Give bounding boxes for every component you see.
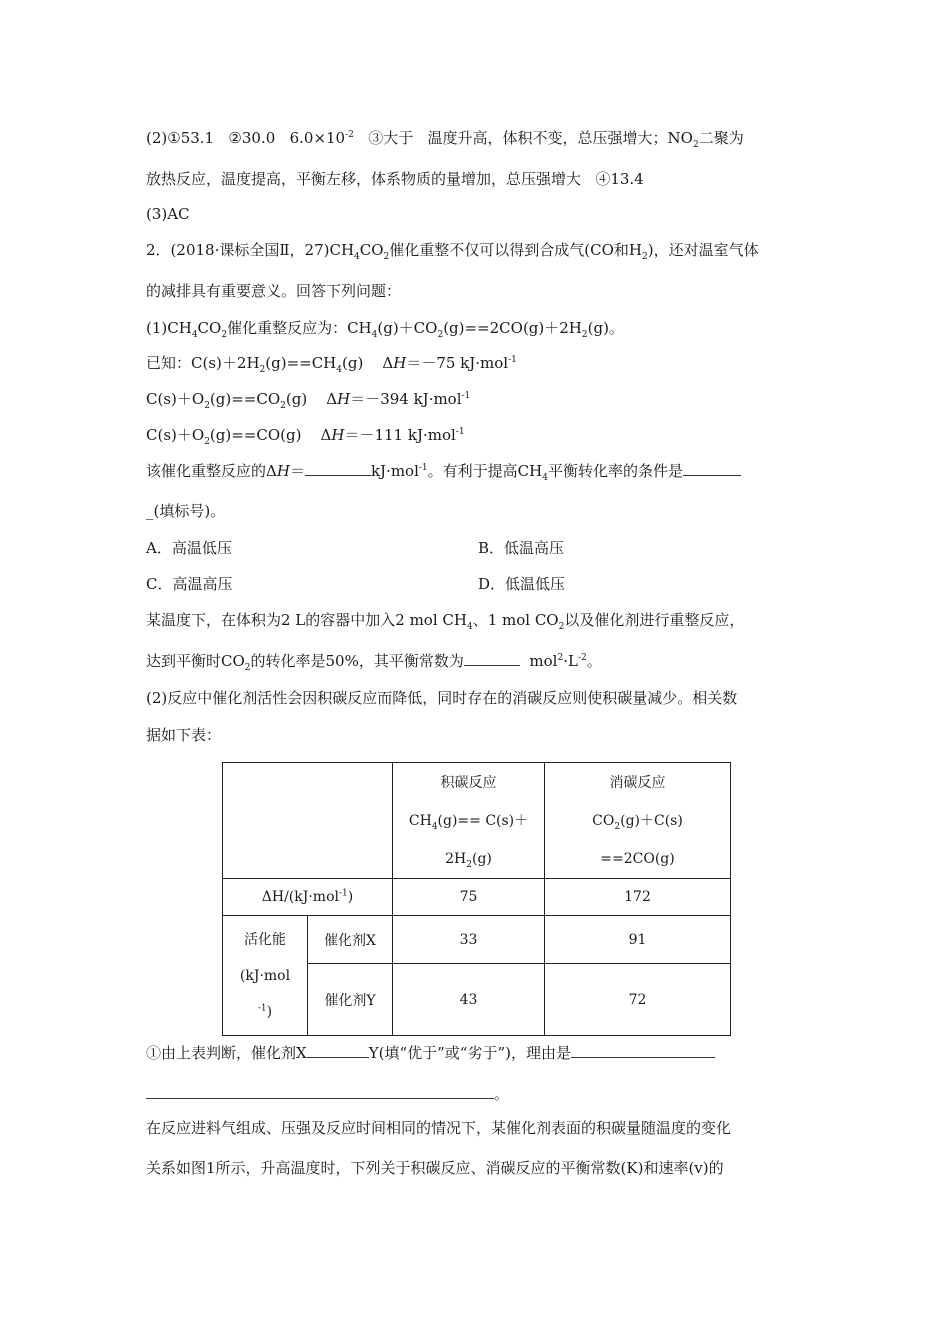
question-header-line-2: 的减排具有重要意义。回答下列问题： xyxy=(146,282,402,300)
options-row-2 xyxy=(146,574,806,594)
answer-part-2-line-2: 放热反应，温度提高，平衡左移，体系物质的量增加，总压强增大 ④13.4 xyxy=(146,170,644,188)
table-cell-y-elimination: 72 xyxy=(545,964,731,1036)
equilibrium-paragraph-1: 某温度下，在体积为2 L的容器中加入2 mol $CH_4$、1 mol $CO_2$以及催化剂进行重整反应， xyxy=(146,611,745,632)
sub-question-1-reaction: $(1)CH_4CO_2$催化重整反应为：$CH_4(g)+CO_2(g)==2CO(g)+2H_2(g)$。 xyxy=(146,319,624,340)
option-b: B．低温高压 xyxy=(478,539,565,557)
reason-blank-1[interactable] xyxy=(571,1043,715,1058)
known-equation-1: 已知：$C(s)+2H_2(g)==CH_4(g)$ ΔH＝－75 kJ·mol$^{-1}$ xyxy=(146,354,517,375)
table-row-enthalpy-label: ΔH/(kJ·mol$^{-1}$) xyxy=(223,879,393,916)
table-corner-cell xyxy=(223,763,393,879)
question-header: 2．(2018·课标全国Ⅱ，$27)CH_4CO_2$催化重整不仅可以得到合成气(CO和$H_2$)，还对温室气体 xyxy=(146,241,759,262)
sub-question-2-line-2: 据如下表： xyxy=(146,726,222,744)
catalyst-comparison-question: ①由上表判断，催化剂X Y(填“优于”或“劣于”)，理由是 xyxy=(146,1043,806,1063)
table-header-carbon-elimination: 消碳反应 $CO_2(g)+C(s)$ ==2CO(g) xyxy=(545,763,731,879)
equilibrium-constant-blank[interactable] xyxy=(464,651,520,666)
final-paragraph-line-1: 在反应进料气组成、压强及反应时间相同的情况下，某催化剂表面的积碳量随温度的变化 xyxy=(146,1119,732,1137)
option-d: D．低温低压 xyxy=(478,575,566,593)
enthalpy-blank[interactable] xyxy=(305,461,371,476)
reason-line-2: 。 xyxy=(146,1084,806,1104)
fill-code-hint: _(填标号)。 xyxy=(146,502,226,520)
table-cell-enthalpy-deposition: 75 xyxy=(393,879,545,916)
table-catalyst-y-label: 催化剂Y xyxy=(308,964,393,1036)
final-paragraph-line-2: 关系如图1所示，升高温度时，下列关于积碳反应、消碳反应的平衡常数(K)和速率(v)的 xyxy=(146,1159,724,1177)
options-row-1 xyxy=(146,538,806,558)
known-equation-2: $C(s)+O_2(g)==CO_2(g)$ ΔH＝－394 kJ·mol$^{-1}$ xyxy=(146,390,471,411)
equilibrium-paragraph-2: 达到平衡时$CO_2$的转化率是50%，其平衡常数为 $mol^2\cdot L^{-2}$。 xyxy=(146,652,602,673)
option-c: C．高温高压 xyxy=(146,575,233,593)
condition-blank[interactable] xyxy=(683,461,741,476)
table-header-carbon-deposition: 积碳反应 $CH_4(g)== C(s)+$ $2H_2(g)$ xyxy=(393,763,545,879)
table-cell-x-elimination: 91 xyxy=(545,916,731,964)
table-activation-energy-label: 活化能 (kJ·mol $^{-1}$) xyxy=(223,916,308,1036)
reason-blank-2[interactable] xyxy=(146,1084,494,1099)
table-cell-y-deposition: 43 xyxy=(393,964,545,1036)
catalyst-comparison-blank[interactable] xyxy=(307,1043,369,1058)
table-catalyst-x-label: 催化剂X xyxy=(308,916,393,964)
table-cell-x-deposition: 33 xyxy=(393,916,545,964)
known-equation-3: $C(s)+O_2(g)==CO(g)$ ΔH＝－111 kJ·mol$^{-1}$ xyxy=(146,426,465,447)
answer-part-3: (3)AC xyxy=(146,205,190,223)
data-table xyxy=(222,762,731,1036)
answer-part-2-line-1: (2)①53.1 ②30.0 $6.0\times 10^{-2}$ ③大于 温度升高，体积不变，总压强增大；$NO_2$二聚为 xyxy=(146,129,744,150)
table-cell-enthalpy-elimination: 172 xyxy=(545,879,731,916)
sub-question-2-line-1: (2)反应中催化剂活性会因积碳反应而降低，同时存在的消碳反应则使积碳量减少。相关数 xyxy=(146,689,738,707)
enthalpy-question: 该催化重整反应的ΔH＝ kJ·mol$^{-1}$。有利于提高$CH_4$平衡转化率的条件是 xyxy=(146,461,806,481)
option-a: A．高温低压 xyxy=(146,539,232,557)
